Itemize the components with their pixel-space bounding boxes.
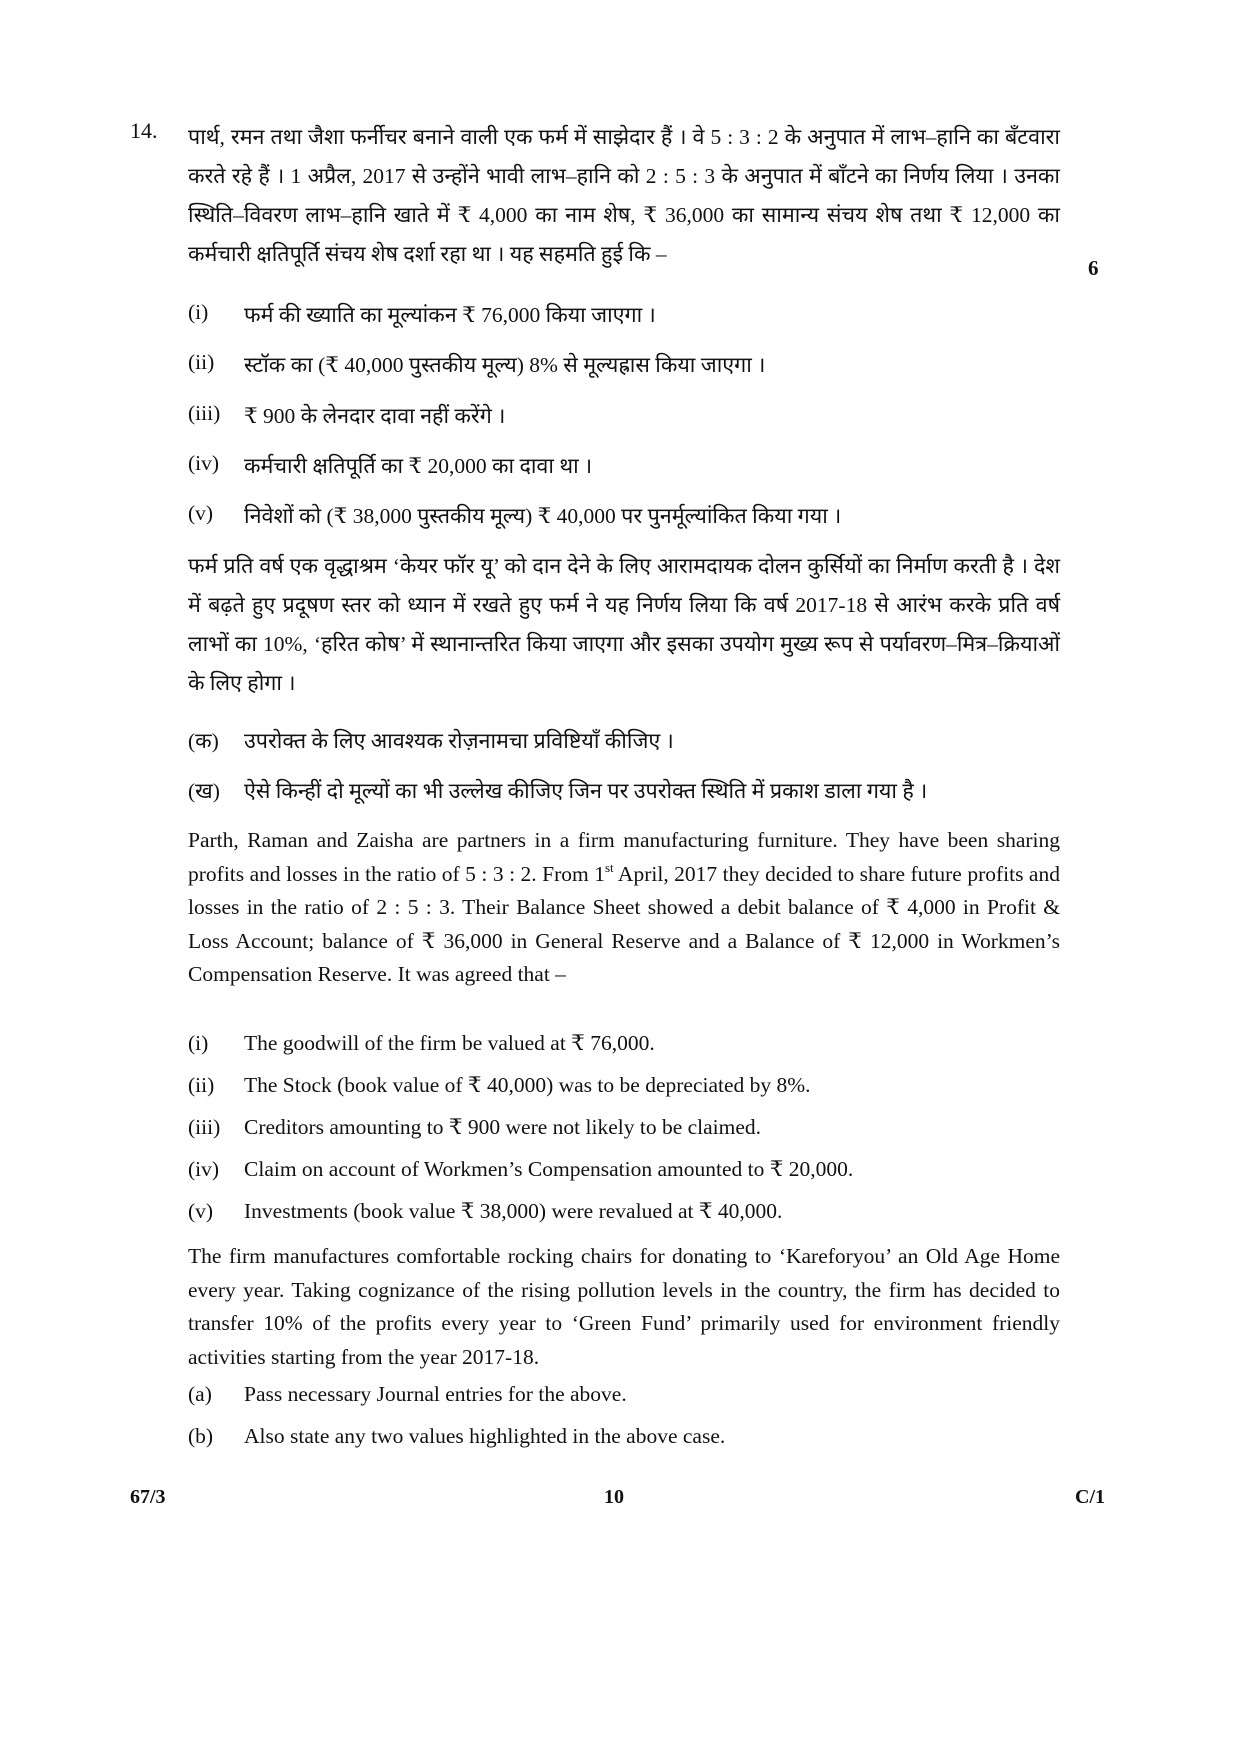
item-text: कर्मचारी क्षतिपूर्ति का ₹ 20,000 का दावा था । (244, 454, 593, 478)
task-text: Also state any two values highlighted in the above case. (244, 1424, 726, 1448)
task-label: (b) (188, 1424, 214, 1448)
item-label: (ii) (188, 350, 215, 374)
english-context: The firm manufactures comfortable rocking chairs for donating to ‘Kareforyou’ an Old Age Home every year. Taking cognizance of the rising pollution levels in the country, the firm has decided to transfer 10% of the profits every year to ‘Green Fund’ primarily used for environment friendly activities starting from the year 2017-18. (188, 1244, 1060, 1369)
item-label: (iv) (188, 451, 220, 475)
hindi-intro: पार्थ, रमन तथा जैशा फर्नीचर बनाने वाली एक फर्म में साझेदार हैं । वे 5 : 3 : 2 के अनुपात में लाभ–हानि का बँटवारा करते रहे हैं । 1 अप्रैल, 2017 से उन्होंने भावी लाभ–हानि को 2 : 5 : 3 के अनुपात में बाँटने का निर्णय लिया । उनका स्थिति–विवरण लाभ–हानि खाते में ₹ 4,000 का नाम शेष, ₹ 36,000 का सामान्य संचय शेष तथा ₹ 12,000 का कर्मचारी क्षतिपूर्ति संचय शेष दर्शा रहा था । यह सहमति हुई कि – (188, 125, 1060, 266)
item-label: (iii) (188, 401, 221, 425)
item-label: (i) (188, 300, 209, 324)
item-text: The Stock (book value of ₹ 40,000) was to be depreciated by 8%. (244, 1073, 811, 1097)
footer-page-number: 10 (604, 1486, 624, 1508)
item-label: (iii) (188, 1115, 221, 1139)
question-number: 14. (130, 118, 158, 143)
task-text: ऐसे किन्हीं दो मूल्यों का भी उल्लेख कीजिए जिन पर उपरोक्त स्थिति में प्रकाश डाला गया है । (244, 779, 928, 803)
marks-label: 6 (1088, 256, 1099, 280)
item-text: ₹ 900 के लेनदार दावा नहीं करेंगे । (244, 404, 506, 428)
item-label: (v) (188, 501, 214, 525)
item-text: The goodwill of the firm be valued at ₹ 76,000. (244, 1031, 655, 1055)
english-intro (188, 824, 1060, 992)
item-label: (i) (188, 1031, 209, 1055)
task-label: (क) (188, 729, 219, 753)
item-text: फर्म की ख्याति का मूल्यांकन ₹ 76,000 किया जाएगा । (244, 303, 656, 327)
english-intro-superscript: st (604, 859, 614, 875)
task-text: Pass necessary Journal entries for the above. (244, 1382, 627, 1406)
task-text: उपरोक्त के लिए आवश्यक रोज़नामचा प्रविष्टियाँ कीजिए । (244, 729, 674, 753)
task-label: (a) (188, 1382, 212, 1406)
english-intro-part2: April, 2017 they decided to share future profits and losses in the ratio of 2 : 5 : 3. Their Balance Sheet showed a debit balance of ₹ 4,000 in Profit & Loss Account; balance of ₹ 36,000 in General Reserve and a Balance of ₹ 12,000 in Workmen’s Compensation Reserve. It was agreed that – (188, 861, 1060, 986)
english-intro-part1: Parth, Raman and Zaisha are partners in a firm manufacturing furniture. They have been sharing profits and losses in the ratio of 5 : 3 : 2. From 1 (188, 828, 1060, 886)
item-text: निवेशों को (₹ 38,000 पुस्तकीय मूल्य) ₹ 40,000 पर पुनर्मूल्यांकित किया गया । (244, 504, 842, 528)
item-label: (v) (188, 1199, 214, 1223)
item-text: Creditors amounting to ₹ 900 were not likely to be claimed. (244, 1115, 762, 1139)
task-label: (ख) (188, 779, 220, 803)
hindi-context: फर्म प्रति वर्ष एक वृद्धाश्रम ‘केयर फॉर यू’ को दान देने के लिए आरामदायक दोलन कुर्सियों का निर्माण करती है । देश में बढ़ते हुए प्रदूषण स्तर को ध्यान में रखते हुए फर्म ने यह निर्णय लिया कि वर्ष 2017-18 से आरंभ करके प्रति वर्ष लाभों का 10%, ‘हरित कोष’ में स्थानान्तरित किया जाएगा और इसका उपयोग मुख्य रूप से पर्यावरण–मित्र–क्रियाओं के लिए होगा । (188, 554, 1060, 695)
item-text: Investments (book value ₹ 38,000) were revalued at ₹ 40,000. (244, 1199, 783, 1223)
footer-paper-code: 67/3 (130, 1486, 166, 1508)
footer-set-code: C/1 (1075, 1486, 1105, 1508)
item-label: (iv) (188, 1157, 220, 1181)
item-text: स्टॉक का (₹ 40,000 पुस्तकीय मूल्य) 8% से मूल्यह्रास किया जाएगा । (244, 353, 766, 377)
item-text: Claim on account of Workmen’s Compensation amounted to ₹ 20,000. (244, 1157, 854, 1181)
item-label: (ii) (188, 1073, 215, 1097)
